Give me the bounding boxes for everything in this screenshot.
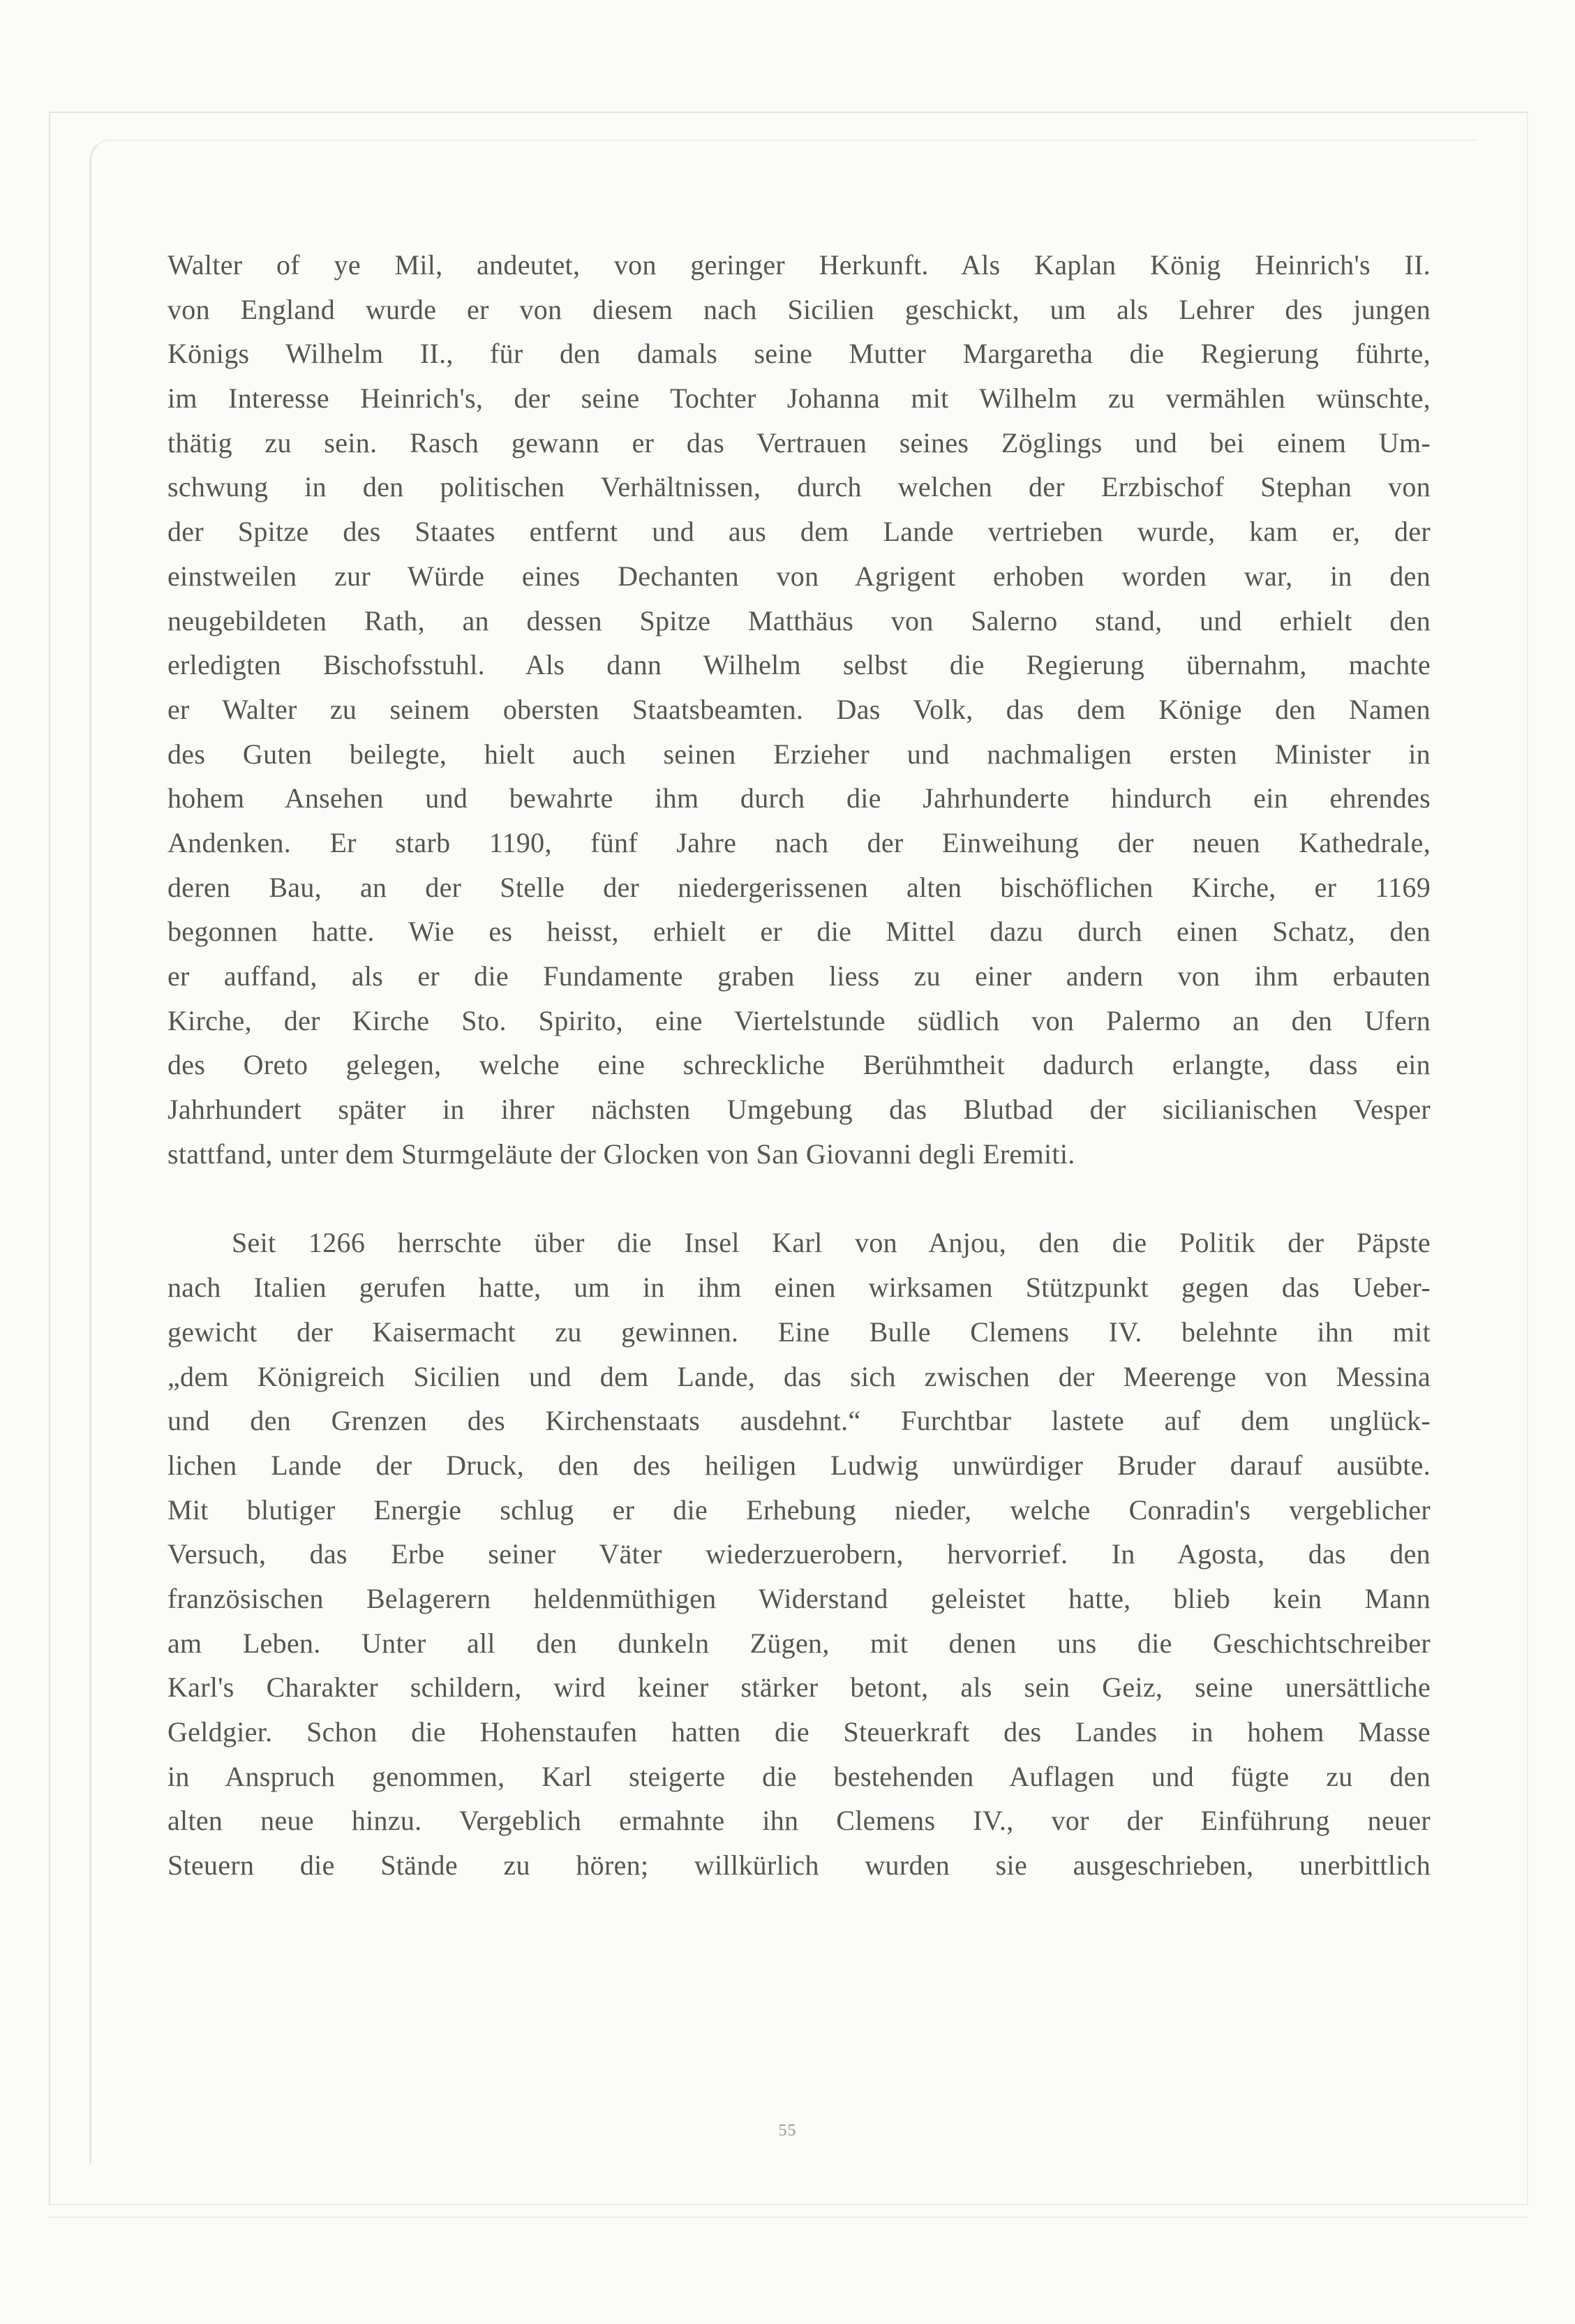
paragraph-2 [167, 1221, 1431, 1887]
text-line: des Guten beilegte, hielt auch seinen Erzieher und nachmaligen ersten Minister in [167, 738, 1431, 770]
text-line: einstweilen zur Würde eines Dechanten von Agrigent erhoben worden war, in den [167, 560, 1431, 592]
text-line: Andenken. Er starb 1190, fünf Jahre nach der Einweihung der neuen Kathedrale, [167, 826, 1431, 858]
text-line: französischen Belagerern heldenmüthigen Widerstand geleistet hatte, blieb kein Mann [167, 1582, 1431, 1614]
text-line: erledigten Bischofsstuhl. Als dann Wilhelm selbst die Regierung übernahm, machte [167, 649, 1431, 681]
bottom-rule [49, 2217, 1528, 2218]
text-line: und den Grenzen des Kirchenstaats ausdehnt.“ Furchtbar lastete auf dem unglück- [167, 1405, 1431, 1437]
page-number: 55 [778, 2122, 797, 2140]
text-line: Kirche, der Kirche Sto. Spirito, eine Viertelstunde südlich von Palermo an den Ufern [167, 1004, 1431, 1036]
text-line: deren Bau, an der Stelle der niedergerissenen alten bischöflichen Kirche, er 1169 [167, 871, 1431, 903]
text-line: hohem Ansehen und bewahrte ihm durch die Jahrhunderte hindurch ein ehrendes [167, 782, 1431, 814]
text-line: Mit blutiger Energie schlug er die Erhebung nieder, welche Conradin's vergeblicher [167, 1494, 1431, 1526]
paragraph-1 [167, 243, 1431, 1176]
text-line: alten neue hinzu. Vergeblich ermahnte ihn Clemens IV., vor der Einführung neuer [167, 1805, 1431, 1837]
text-line: des Oreto gelegen, welche eine schreckliche Berühmtheit dadurch erlangte, dass ein [167, 1049, 1431, 1081]
text-line: thätig zu sein. Rasch gewann er das Vertrauen seines Zöglings und bei einem Um- [167, 426, 1431, 459]
text-line: der Spitze des Staates entfernt und aus dem Lande vertrieben wurde, kam er, der [167, 516, 1431, 548]
text-line: Geldgier. Schon die Hohenstaufen hatten die Steuerkraft des Landes in hohem Masse [167, 1716, 1431, 1748]
text-line: Jahrhundert später in ihrer nächsten Umgebung das Blutbad der sicilianischen Vesper [167, 1094, 1431, 1126]
text-line: in Anspruch genommen, Karl steigerte die bestehenden Auflagen und fügte zu den [167, 1760, 1431, 1792]
text-line: er auffand, als er die Fundamente graben liess zu einer andern von ihm erbauten [167, 960, 1431, 992]
text-body [167, 243, 1431, 1888]
text-line: er Walter zu seinem obersten Staatsbeamten. Das Volk, das dem Könige den Namen [167, 693, 1431, 725]
text-line: Seit 1266 herrschte über die Insel Karl von Anjou, den die Politik der Päpste [232, 1227, 1431, 1259]
text-line: Königs Wilhelm II., für den damals seine Mutter Margaretha die Regierung führte, [167, 338, 1431, 370]
text-line: Walter of ye Mil, andeutet, von geringer Herkunft. Als Kaplan König Heinrich's II. [167, 249, 1431, 281]
text-line: lichen Lande der Druck, den des heiligen Ludwig unwürdiger Bruder darauf ausübte. [167, 1449, 1431, 1481]
text-line: im Interesse Heinrich's, der seine Tochter Johanna mit Wilhelm zu vermählen wünschte, [167, 382, 1431, 415]
text-line: von England wurde er von diesem nach Sicilien geschickt, um als Lehrer des jungen [167, 293, 1431, 325]
text-line: neugebildeten Rath, an dessen Spitze Matthäus von Salerno stand, und erhielt den [167, 604, 1431, 636]
text-line: begonnen hatte. Wie es heisst, erhielt er die Mittel dazu durch einen Schatz, den [167, 916, 1431, 948]
text-line: schwung in den politischen Verhältnissen, durch welchen der Erzbischof Stephan von [167, 471, 1431, 503]
text-line: „dem Königreich Sicilien und dem Lande, das sich zwischen der Meerenge von Messina [167, 1360, 1431, 1392]
text-line: stattfand, unter dem Sturmgeläute der Glocken von San Giovanni degli Eremiti. [167, 1138, 1075, 1170]
text-line: nach Italien gerufen hatte, um in ihm einen wirksamen Stützpunkt gegen das Ueber- [167, 1272, 1431, 1304]
text-line: Karl's Charakter schildern, wird keiner stärker betont, als sein Geiz, seine unersättliche [167, 1671, 1431, 1704]
text-line: Steuern die Stände zu hören; willkürlich wurden sie ausgeschrieben, unerbittlich [167, 1849, 1431, 1882]
text-line: am Leben. Unter all den dunkeln Zügen, mit denen uns die Geschichtschreiber [167, 1627, 1431, 1659]
text-line: Versuch, das Erbe seiner Väter wiederzuerobern, hervorrief. In Agosta, das den [167, 1538, 1431, 1570]
text-line: gewicht der Kaisermacht zu gewinnen. Eine Bulle Clemens IV. belehnte ihn mit [167, 1316, 1431, 1348]
paragraph-gap [167, 1176, 1431, 1221]
